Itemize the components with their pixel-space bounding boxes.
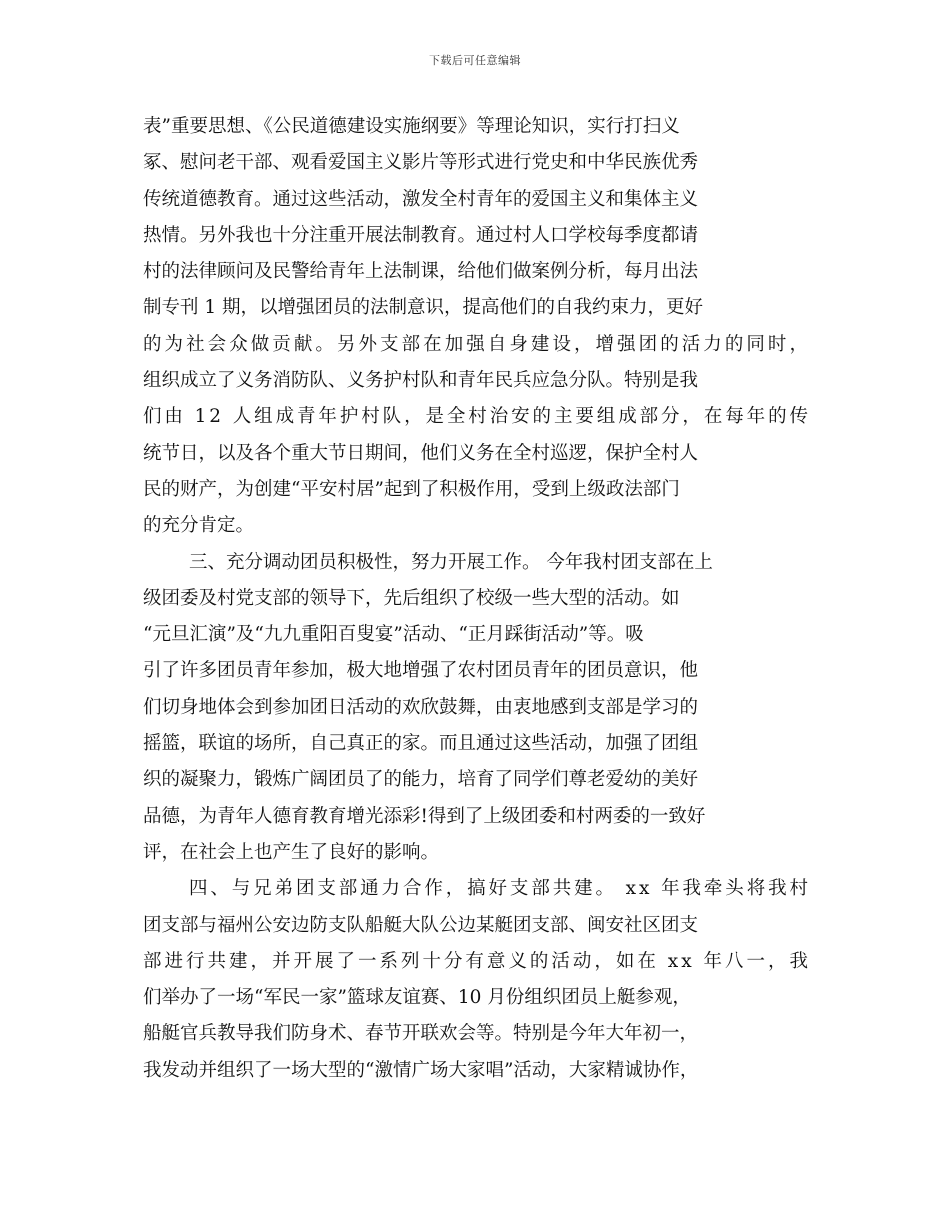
text-line: 统节日，以及各个重大节日期间，他们义务在全村巡逻，保护全村人 <box>143 442 699 464</box>
text-line: 组织成立了义务消防队、义务护村队和青年民兵应急分队。特别是我 <box>143 370 699 392</box>
text-line: 传统道德教育。通过这些活动，激发全村青年的爱国主义和集体主义 <box>143 188 699 210</box>
text-line: 民的财产，为创建“平安村居”起到了积极作用，受到上级政法部门 <box>143 478 680 500</box>
text-line: 制专刊 1 期，以增强团员的法制意识，提高他们的自我约束力，更好 <box>143 297 704 319</box>
text-line: 团支部与福州公安边防支队船艇大队公边某艇团支部、闽安社区团支 <box>143 914 699 936</box>
text-line: 热情。另外我也十分注重开展法制教育。通过村人口学校每季度都请 <box>143 224 699 246</box>
text-line: 评，在社会上也产生了良好的影响。 <box>143 841 440 863</box>
text-line: 我发动并组织了一场大型的“激情广场大家唱”活动，大家精诚协作， <box>143 1059 699 1081</box>
text-line: 引了许多团员青年参加，极大地增强了农村团员青年的团员意识，他 <box>143 660 699 682</box>
text-line: 的充分肯定。 <box>143 515 255 537</box>
text-line: 四、与兄弟团支部通力合作，搞好支部共建。 xx 年我牵头将我村 <box>189 878 811 900</box>
text-line: 们举办了一场“军民一家”篮球友谊赛、10 月份组织团员上艇参观， <box>143 987 691 1009</box>
text-line: 部进行共建，并开展了一系列十分有意义的活动，如在 xx 年八一，我 <box>143 950 811 972</box>
text-line: 表”重要思想、《公民道德建设实施纲要》等理论知识，实行打扫义 <box>143 116 680 137</box>
text-line: 船艇官兵教导我们防身术、春节开联欢会等。特别是今年大年初一， <box>143 1023 699 1045</box>
text-line: 村的法律顾问及民警给青年上法制课，给他们做案例分析，每月出法 <box>143 261 699 283</box>
text-line: 的为社会众做贡献。另外支部在加强自身建设，增强团的活力的同时， <box>143 333 812 355</box>
text-line: 们切身地体会到参加团日活动的欢欣鼓舞，由衷地感到支部是学习的 <box>143 696 699 718</box>
text-line: 织的凝聚力，锻炼广阔团员了的能力，培育了同学们尊老爱幼的美好 <box>143 769 699 791</box>
text-line: 摇篮，联谊的场所，自己真正的家。而且通过这些活动，加强了团组 <box>143 733 699 755</box>
text-line: 品德，为青年人德育教育增光添彩!得到了上级团委和村两委的一致好 <box>143 805 706 827</box>
page-header: 下载后可任意编辑 <box>429 54 521 67</box>
document-body <box>143 109 812 1089</box>
text-line: 三、充分调动团员积极性，努力开展工作。 今年我村团支部在上 <box>189 551 713 573</box>
text-line: “元旦汇演”及“九九重阳百叟宴”活动、“正月踩街活动”等。吸 <box>143 624 644 646</box>
text-line: 级团委及村党支部的领导下，先后组织了校级一些大型的活动。如 <box>143 587 680 609</box>
text-line: 们由 12 人组成青年护村队，是全村治安的主要组成部分，在每年的传 <box>143 406 811 428</box>
text-line: 冢、慰问老干部、观看爱国主义影片等形式进行党史和中华民族优秀 <box>143 152 699 174</box>
